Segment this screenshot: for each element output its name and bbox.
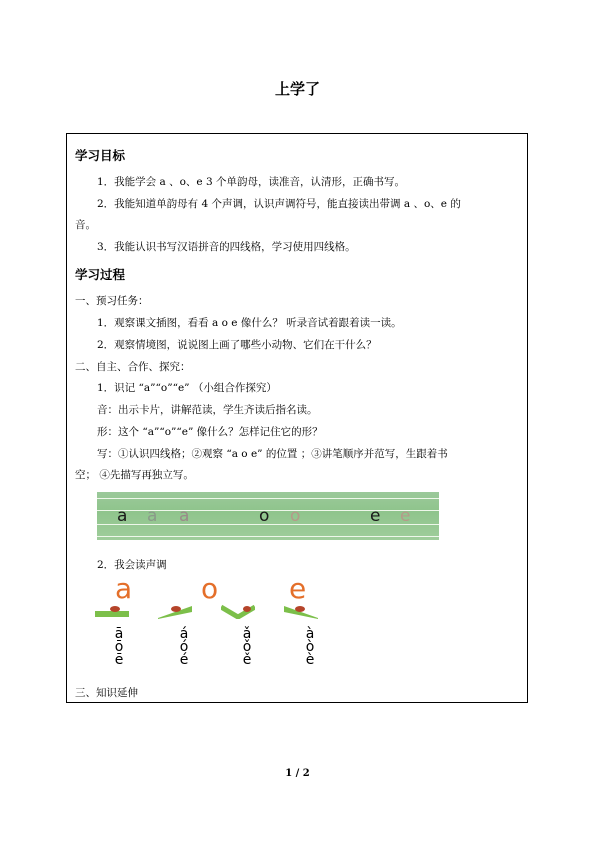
grid-letter-o-trace: o	[290, 506, 301, 526]
process-line: 形：这个 “a”“o”“e” 像什么？怎样记住它的形？	[97, 426, 323, 438]
tone-letter: ē	[114, 652, 124, 668]
process-line: 音：出示卡片，讲解范读，学生齐读后指名读。	[97, 404, 318, 416]
tone-letter: ǒ	[242, 639, 252, 655]
grid-letter-o: o	[259, 506, 270, 526]
tone-column-4	[300, 628, 320, 667]
goal-item: 2．我能知道单韵母有 4 个声调，认识声调符号，能直接读出带调 a 、o、e 的	[97, 198, 461, 210]
tone1-picture	[95, 603, 129, 619]
four-line-grid-image	[97, 492, 439, 540]
section-heading-process: 学习过程	[75, 267, 126, 282]
tone-letter: ō	[114, 639, 124, 655]
process-line: 写：①认识四线格；②观察 “a o e” 的位置 ；③讲笔顺序并范写，生跟着书	[97, 448, 448, 460]
content-table	[66, 133, 528, 703]
grid-letter-a: a	[117, 506, 128, 526]
tone-column-1	[109, 628, 129, 667]
tone-letter: ě	[242, 652, 252, 668]
tone-letter: é	[179, 652, 189, 668]
tone-letter: è	[305, 652, 315, 668]
grid-letter-a-trace: a	[179, 506, 190, 526]
process-line: 2．我会读声调	[97, 559, 167, 571]
page-title: 上学了	[274, 80, 320, 98]
tone2-picture	[158, 603, 192, 619]
section-heading-goals: 学习目标	[75, 148, 126, 163]
tone4-picture	[284, 603, 318, 619]
goal-item: 音。	[75, 219, 96, 231]
tone-column-3	[237, 628, 257, 667]
tone-column-2	[174, 628, 194, 667]
tone-letter: á	[179, 626, 189, 642]
process-line: 二、自主、合作、探究：	[75, 361, 191, 373]
grid-letter-e-trace: e	[400, 506, 411, 526]
tone-letter: ò	[305, 639, 315, 655]
grid-letter-e: e	[370, 506, 381, 526]
tone-letter: ǎ	[242, 626, 252, 642]
big-letter-a: a	[115, 572, 133, 605]
goal-item: 3．我能认识书写汉语拼音的四线格，学习使用四线格。	[97, 241, 356, 253]
big-letter-o: o	[201, 572, 219, 605]
tone-chart-image	[95, 571, 335, 681]
page-number: 1 / 2	[285, 768, 310, 779]
big-letter-e: e	[289, 572, 307, 605]
tone3-picture	[221, 603, 255, 619]
process-line: 三、知识延伸	[75, 687, 138, 699]
process-line: 一、预习任务：	[75, 295, 149, 307]
tone-letter: à	[305, 626, 315, 642]
tone-letter: ā	[114, 626, 124, 642]
tone-letter: ó	[179, 639, 189, 655]
process-line: 空； ④先描写再独立写。	[75, 469, 194, 481]
goal-item: 1．我能学会 a 、o、e 3 个单韵母，读准音，认清形，正确书写。	[97, 176, 406, 188]
process-line: 1．观察课文插图，看看 a o e 像什么？ 听录音试着跟着读一读。	[97, 317, 402, 329]
process-line: 2．观察情境图，说说图上画了哪些小动物、它们在干什么？	[97, 339, 377, 351]
process-line: 1．识记 “a”“o”“e” （小组合作探究）	[97, 382, 277, 394]
grid-letter-a-trace: a	[147, 506, 158, 526]
